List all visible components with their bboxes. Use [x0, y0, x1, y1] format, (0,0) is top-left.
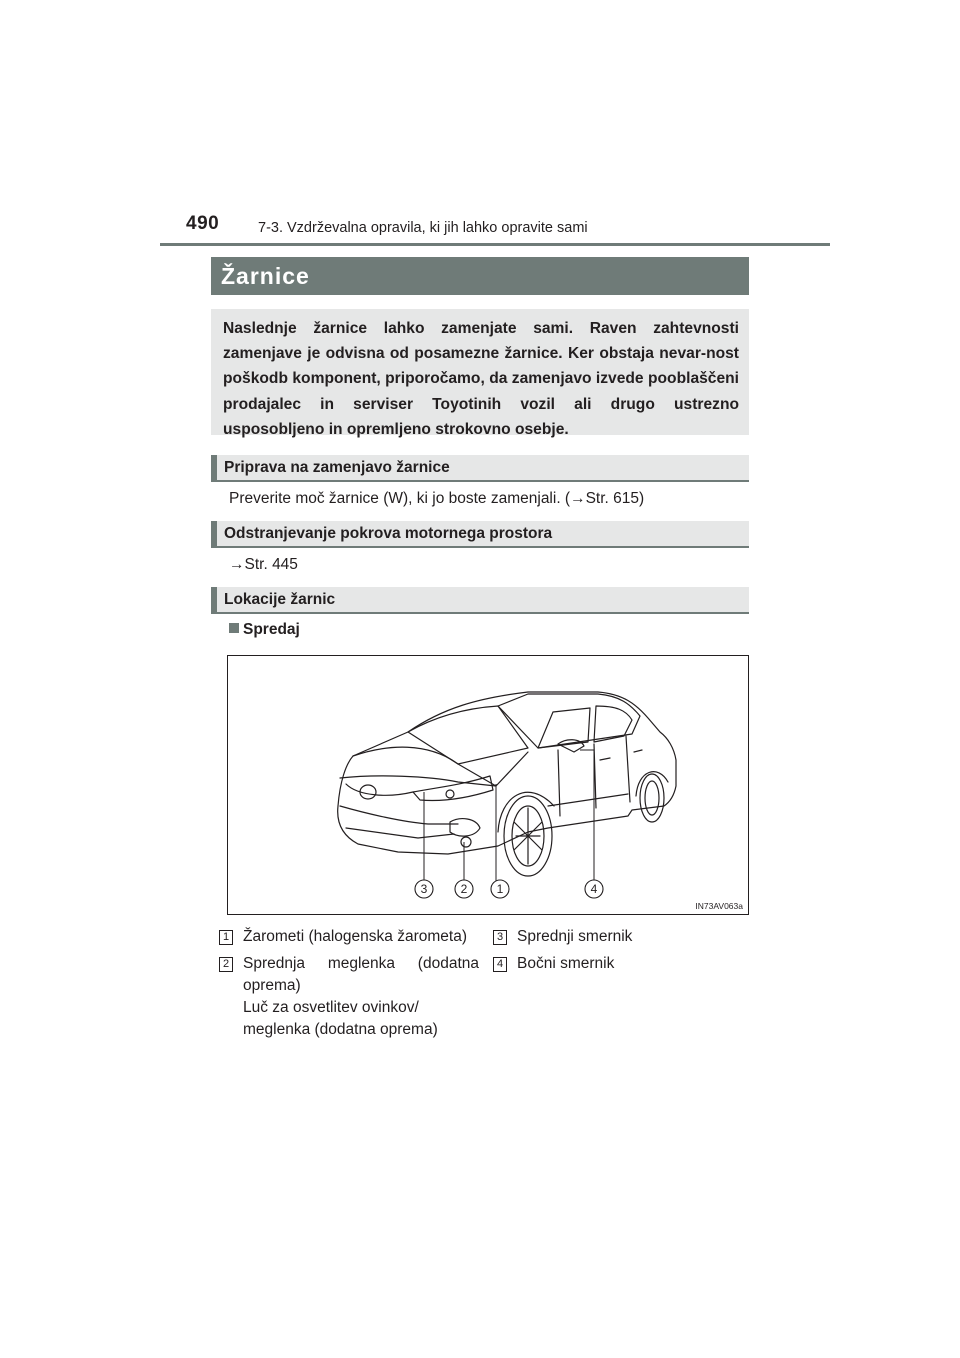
- callout-2: 2: [460, 882, 468, 896]
- legend-num-2: 2: [219, 957, 233, 972]
- legend-item-2-label: Sprednja meglenka (dodatna oprema): [243, 955, 479, 994]
- intro-text: Naslednje žarnice lahko zamenjate sami. Raven zahtevnosti zamenjave je odvisna od posamezne žarnice. Ker obstaja nevar-nost poškodb komponent, priporočamo, da zamenjavo izvede pooblaščeni prodajalec in serviser Toyotinih vozil ali drugo ustrezno usposobljeno in opremljeno strokovno osebje.: [223, 320, 739, 438]
- section-title: Žarnice: [211, 257, 749, 295]
- running-head: 7-3. Vzdrževalna opravila, ki jih lahko opravite sami: [258, 220, 588, 236]
- subheading-front-label: Spredaj: [243, 621, 300, 638]
- car-illustration: [227, 655, 749, 915]
- legend-num-1: 1: [219, 930, 233, 945]
- legend-item-4: Bočni smernik: [517, 955, 615, 972]
- header-rule: [160, 243, 830, 246]
- legend-num-4: 4: [493, 957, 507, 972]
- car-front-icon: [228, 656, 750, 916]
- callout-3: 3: [420, 882, 428, 896]
- legend-item-2: [243, 953, 479, 1041]
- legend-item-2-extra-1: Luč za osvetlitev ovinkov/: [243, 999, 419, 1016]
- page-number: 490: [186, 213, 220, 234]
- preparation-text: Preverite moč žarnice (W), ki jo boste zamenjali. (→Str. 615): [229, 490, 645, 507]
- heading-hood-cover: Odstranjevanje pokrova motornega prostora: [211, 521, 749, 548]
- figure-code: IN73AV063a: [695, 901, 743, 911]
- square-bullet-icon: [229, 623, 239, 633]
- legend-item-2-extra-2: meglenka (dodatna oprema): [243, 1021, 438, 1038]
- subheading-front: [229, 621, 300, 639]
- legend-num-3: 3: [493, 930, 507, 945]
- intro-box: [211, 309, 749, 438]
- hood-cover-reference: →Str. 445: [229, 556, 298, 573]
- callout-4: 4: [590, 882, 598, 896]
- legend-item-1: Žarometi (halogenska žarometa): [243, 928, 467, 945]
- legend-item-3: Sprednji smernik: [517, 928, 633, 945]
- heading-bulb-locations: Lokacije žarnic: [211, 587, 749, 614]
- callout-1: 1: [496, 882, 504, 896]
- heading-preparation: Priprava na zamenjavo žarnice: [211, 455, 749, 482]
